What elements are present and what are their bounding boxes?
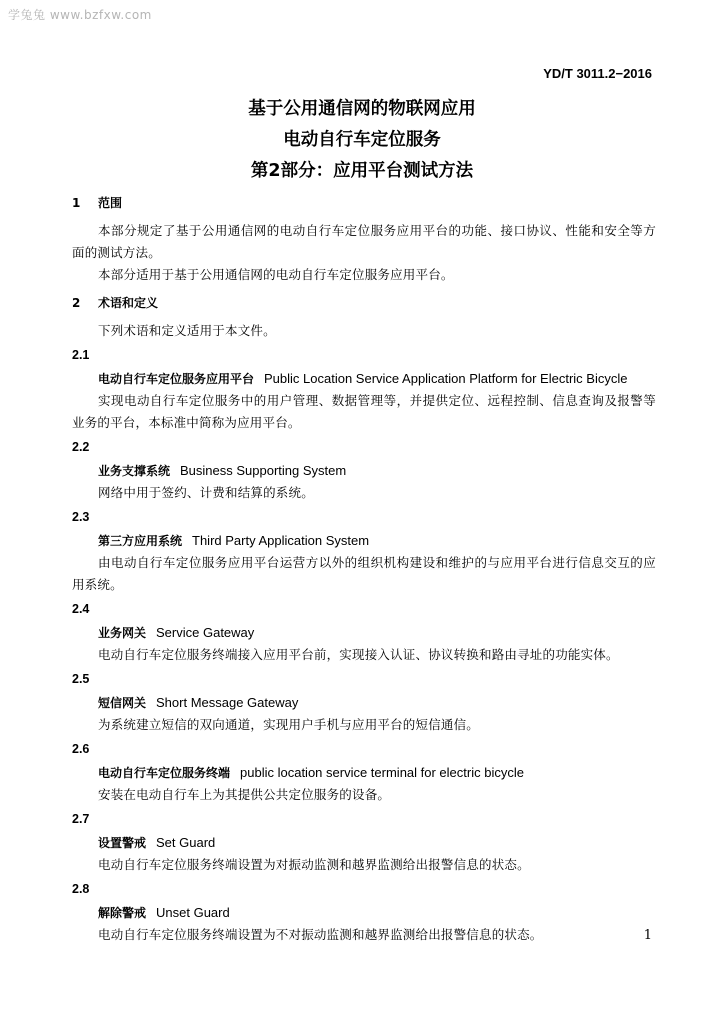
title-line-3: 第2部分：应用平台测试方法 <box>250 161 474 181</box>
term-chinese: 业务网关 <box>98 626 147 640</box>
clause-number: 2.2 <box>72 440 90 454</box>
term-chinese: 电动自行车定位服务应用平台 <box>98 372 255 386</box>
section-title: 范围 <box>98 196 123 210</box>
term-heading <box>72 762 656 784</box>
watermark: 学兔兔 www.bzfxw.com <box>8 8 152 22</box>
section-number: 1 <box>72 196 81 210</box>
term-english: Third Party Application System <box>192 533 370 548</box>
section-number: 2 <box>72 296 81 310</box>
term-chinese: 业务支撑系统 <box>98 464 171 478</box>
term-heading <box>72 832 656 854</box>
term-chinese: 解除警戒 <box>98 906 147 920</box>
title-line-2: 电动自行车定位服务 <box>283 130 441 150</box>
term-definition: 电动自行车定位服务终端设置为对振动监测和越界监测给出报警信息的状态。 <box>98 857 530 872</box>
term-chinese: 短信网关 <box>98 696 147 710</box>
term-definition: 安装在电动自行车上为其提供公共定位服务的设备。 <box>98 787 391 802</box>
term-heading <box>72 530 656 552</box>
clause-number: 2.1 <box>72 348 90 362</box>
term-english: Short Message Gateway <box>156 695 299 710</box>
term-definition: 实现电动自行车定位服务中的用户管理、数据管理等，并提供定位、远程控制、信息查询及报警等业务的平台，本标准中简称为应用平台。 <box>72 393 656 430</box>
term-english: Service Gateway <box>156 625 255 640</box>
term-chinese: 电动自行车定位服务终端 <box>98 766 231 780</box>
paragraph: 本部分适用于基于公用通信网的电动自行车定位服务应用平台。 <box>98 267 454 282</box>
term-definition: 为系统建立短信的双向通道，实现用户手机与应用平台的短信通信。 <box>98 717 480 732</box>
term-heading <box>72 692 656 714</box>
term-english: Public Location Service Application Platform for Electric Bicycle <box>264 371 628 386</box>
standard-number: YD/T 3011.2−2016 <box>543 66 652 81</box>
term-chinese: 第三方应用系统 <box>98 534 183 548</box>
page-number: 1 <box>643 928 652 943</box>
clause-number: 2.4 <box>72 602 90 616</box>
clause-number: 2.7 <box>72 812 90 826</box>
clause-number: 2.5 <box>72 672 90 686</box>
document-body <box>72 190 656 946</box>
term-heading <box>72 622 656 644</box>
term-english: Set Guard <box>156 835 216 850</box>
paragraph: 本部分规定了基于公用通信网的电动自行车定位服务应用平台的功能、接口协议、性能和安全等方面的测试方法。 <box>72 223 656 260</box>
term-heading <box>72 368 656 390</box>
term-definition: 由电动自行车定位服务应用平台运营方以外的组织机构建设和维护的与应用平台进行信息交互的应用系统。 <box>72 555 656 592</box>
term-english: Unset Guard <box>156 905 230 920</box>
term-chinese: 设置警戒 <box>98 836 147 850</box>
term-english: Business Supporting System <box>180 463 347 478</box>
term-definition: 电动自行车定位服务终端接入应用平台前，实现接入认证、协议转换和路由寻址的功能实体。 <box>98 647 619 662</box>
term-english: public location service terminal for electric bicycle <box>240 765 524 780</box>
term-heading <box>72 460 656 482</box>
clause-number: 2.8 <box>72 882 90 896</box>
document-title <box>0 94 724 187</box>
section-2-heading <box>72 292 656 314</box>
paragraph: 下列术语和定义适用于本文件。 <box>98 323 276 338</box>
term-definition: 电动自行车定位服务终端设置为不对振动监测和越界监测给出报警信息的状态。 <box>98 927 543 942</box>
term-heading <box>72 902 656 924</box>
clause-number: 2.6 <box>72 742 90 756</box>
term-definition: 网络中用于签约、计费和结算的系统。 <box>98 485 314 500</box>
term-list <box>72 344 656 946</box>
section-1-heading <box>72 192 656 214</box>
clause-number: 2.3 <box>72 510 90 524</box>
title-line-1: 基于公用通信网的物联网应用 <box>248 99 476 119</box>
section-title: 术语和定义 <box>98 296 159 310</box>
